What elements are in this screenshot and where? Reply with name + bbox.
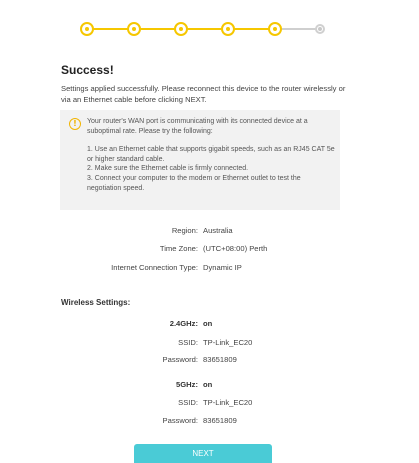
region-label: Region:: [171, 226, 198, 235]
band24-password-label: Password:: [162, 355, 198, 364]
setup-progress-bar: [80, 20, 324, 38]
region-value: Australia: [203, 226, 233, 235]
wan-warning-box: [60, 110, 340, 210]
band5-ssid-value: TP-Link_EC20: [203, 398, 253, 407]
next-button[interactable]: NEXT: [134, 444, 272, 463]
band5-password-label: Password:: [162, 416, 198, 425]
connection-type-value: Dynamic IP: [203, 263, 242, 272]
progress-step-2: [127, 22, 141, 36]
success-title: Success!: [61, 63, 114, 77]
band5-status: on: [203, 380, 213, 389]
band5-label: 5GHz:: [176, 380, 198, 389]
warning-intro: Your router's WAN port is communicating with its connected device at a suboptimal rate. Please try the following:: [87, 118, 308, 135]
timezone-label: Time Zone:: [159, 244, 198, 253]
progress-step-5: [268, 22, 282, 36]
band24-ssid-label: SSID:: [178, 338, 198, 347]
warning-icon: !: [69, 118, 81, 130]
band24-status: on: [203, 319, 213, 328]
warning-step-1: 1. Use an Ethernet cable that supports gigabit speeds, such as an RJ45 CAT 5e or higher standard cable.: [87, 146, 335, 163]
progress-step-6: [315, 24, 325, 34]
warning-text: [87, 117, 335, 193]
timezone-value: (UTC+08:00) Perth: [203, 244, 268, 253]
band24-password-value: 83651809: [203, 355, 237, 364]
warning-step-2: 2. Make sure the Ethernet cable is firmly connected.: [87, 165, 249, 173]
wireless-settings-heading: Wireless Settings:: [61, 298, 131, 307]
connection-type-label: Internet Connection Type:: [111, 263, 198, 272]
band5-ssid-label: SSID:: [178, 398, 198, 407]
success-message: Settings applied successfully. Please reconnect this device to the router wirelessly or via an Ethernet cable before clicking NEXT.: [61, 84, 346, 104]
progress-step-3: [174, 22, 188, 36]
band24-ssid-value: TP-Link_EC20: [203, 338, 253, 347]
progress-step-4: [221, 22, 235, 36]
progress-step-1: [80, 22, 94, 36]
warning-step-3: 3. Connect your computer to the modem or Ethernet outlet to test the negotiation speed.: [87, 174, 301, 192]
band24-label: 2.4GHz:: [169, 319, 198, 328]
band5-password-value: 83651809: [203, 416, 237, 425]
